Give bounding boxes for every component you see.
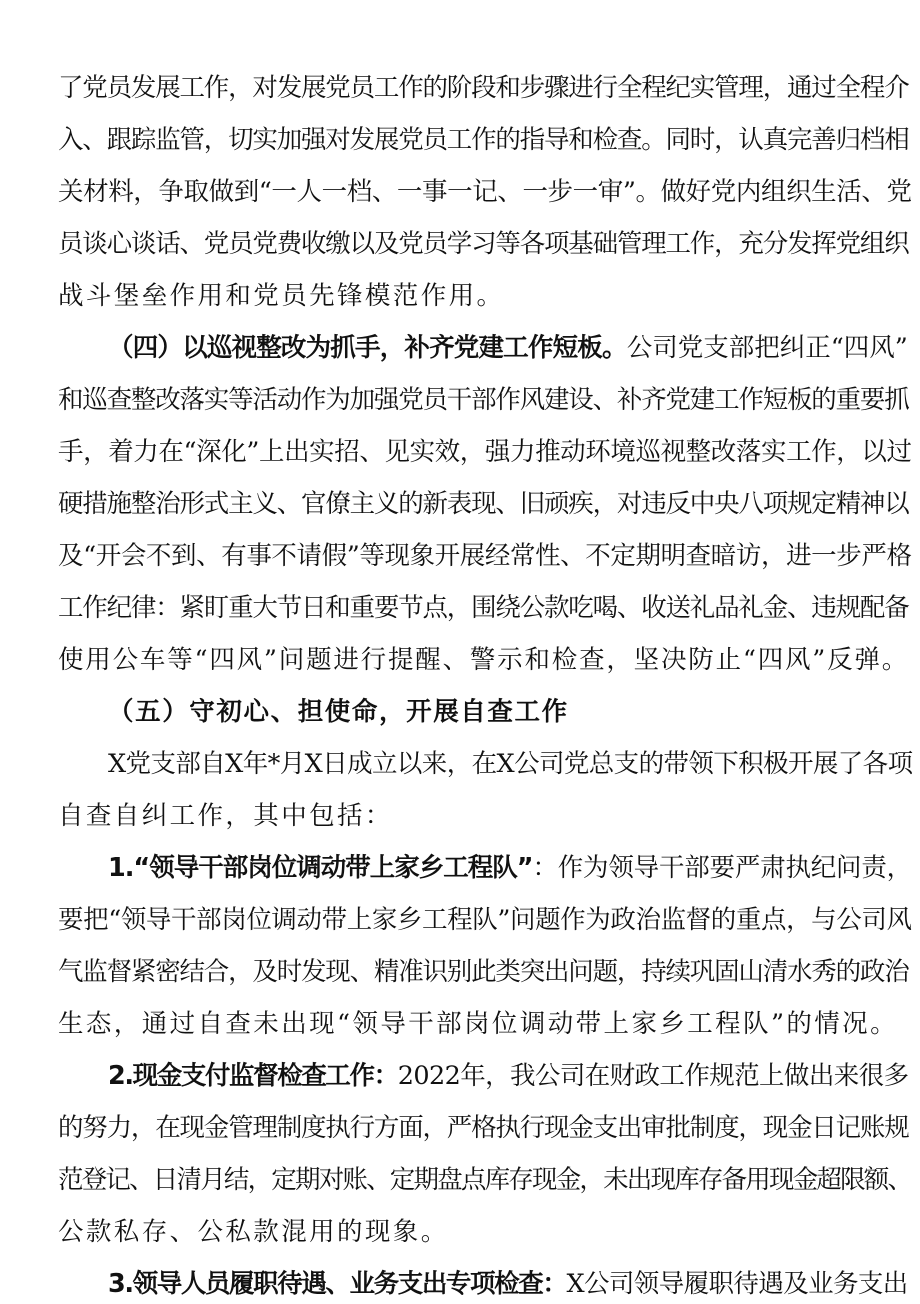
text-line — [58, 796, 393, 836]
section-heading-text: （四）以巡视整改为抓手，补齐党建工作短板。 — [108, 333, 627, 363]
line-text: 要把“领导干部岗位调动带上家乡工程队”问题作为政治监督的重点，与公司风 — [58, 905, 912, 935]
line-text: 关材料，争取做到“一人一档、一事一记、一步一审”。做好党内组织生活、党 — [58, 177, 912, 207]
line-text: 公司党支部把纠正“四风” — [626, 333, 908, 363]
list-item-3 — [108, 1264, 908, 1304]
text-line — [58, 1160, 911, 1200]
list-item-heading: 1.“领导干部岗位调动带上家乡工程队” — [108, 853, 533, 883]
text-line — [58, 1108, 909, 1148]
line-text: ：作为领导干部要严肃执纪问责， — [532, 853, 912, 883]
list-item-heading: 2.现金支付监督检查工作： — [108, 1061, 398, 1091]
text-line — [58, 952, 909, 992]
text-line — [58, 1004, 898, 1044]
text-line — [58, 276, 504, 316]
text-line — [58, 224, 909, 264]
text-line — [58, 120, 909, 160]
line-text: 战斗堡垒作用和党员先锋模范作用。 — [58, 281, 505, 311]
line-text: 了党员发展工作，对发展党员工作的阶段和步骤进行全程纪实管理，通过全程介 — [58, 73, 909, 103]
list-item-heading: 3.领导人员履职待遇、业务支出专项检查： — [108, 1269, 567, 1299]
line-text: 使用公车等“四风”问题进行提醒、警示和检查，坚决防止“四风”反弹。 — [58, 645, 910, 675]
line-text: X公司领导履职待遇及业务支出 — [566, 1269, 908, 1299]
text-line — [58, 1212, 449, 1252]
line-text: 生态，通过自查未出现“领导干部岗位调动带上家乡工程队”的情况。 — [58, 1009, 898, 1039]
text-line — [58, 484, 909, 524]
section-heading-4 — [108, 328, 908, 368]
text-line — [58, 172, 912, 212]
section-heading-5 — [108, 692, 569, 732]
paragraph-start — [108, 744, 912, 784]
text-line — [58, 380, 909, 420]
line-text: 范登记、日清月结，定期对账、定期盘点库存现金，未出现库存备用现金超限额、 — [58, 1165, 912, 1195]
text-line — [58, 588, 909, 628]
line-text: 自查自纠工作，其中包括： — [58, 801, 393, 831]
line-text: 气监督紧密结合，及时发现、精准识别此类突出问题，持续巩固山清水秀的政治 — [58, 957, 909, 987]
text-line — [58, 432, 912, 472]
text-line — [58, 900, 912, 940]
line-text: 工作纪律：紧盯重大节日和重要节点，围绕公款吃喝、收送礼品礼金、违规配备 — [58, 593, 909, 623]
line-text: 硬措施整治形式主义、官僚主义的新表现、旧顽疾，对违反中央八项规定精神以 — [58, 489, 909, 519]
line-text: 员谈心谈话、党员党费收缴以及党员学习等各项基础管理工作，充分发挥党组织 — [58, 229, 909, 259]
line-text: 手，着力在“深化”上出实招、见实效，强力推动环境巡视整改落实工作，以过 — [58, 437, 912, 467]
text-line — [58, 68, 909, 108]
line-text: 2022年，我公司在财政工作规范上做出来很多 — [397, 1061, 909, 1091]
line-text: 公款私存、公私款混用的现象。 — [58, 1217, 449, 1247]
list-item-1 — [108, 848, 912, 888]
section-heading-text: （五）守初心、担使命，开展自查工作 — [108, 697, 569, 727]
line-text: 入、跟踪监管，切实加强对发展党员工作的指导和检查。同时，认真完善归档相 — [58, 125, 909, 155]
text-line — [58, 640, 909, 680]
line-text: X党支部自X年*月X日成立以来，在X公司党总支的带领下积极开展了各项 — [108, 749, 913, 779]
line-text: 和巡查整改落实等活动作为加强党员干部作风建设、补齐党建工作短板的重要抓 — [58, 385, 909, 415]
line-text: 及“开会不到、有事不请假”等现象开展经常性、不定期明查暗访，进一步严格 — [58, 541, 912, 571]
line-text: 的努力，在现金管理制度执行方面，严格执行现金支出审批制度，现金日记账规 — [58, 1113, 909, 1143]
text-line — [58, 536, 912, 576]
list-item-2 — [108, 1056, 908, 1096]
